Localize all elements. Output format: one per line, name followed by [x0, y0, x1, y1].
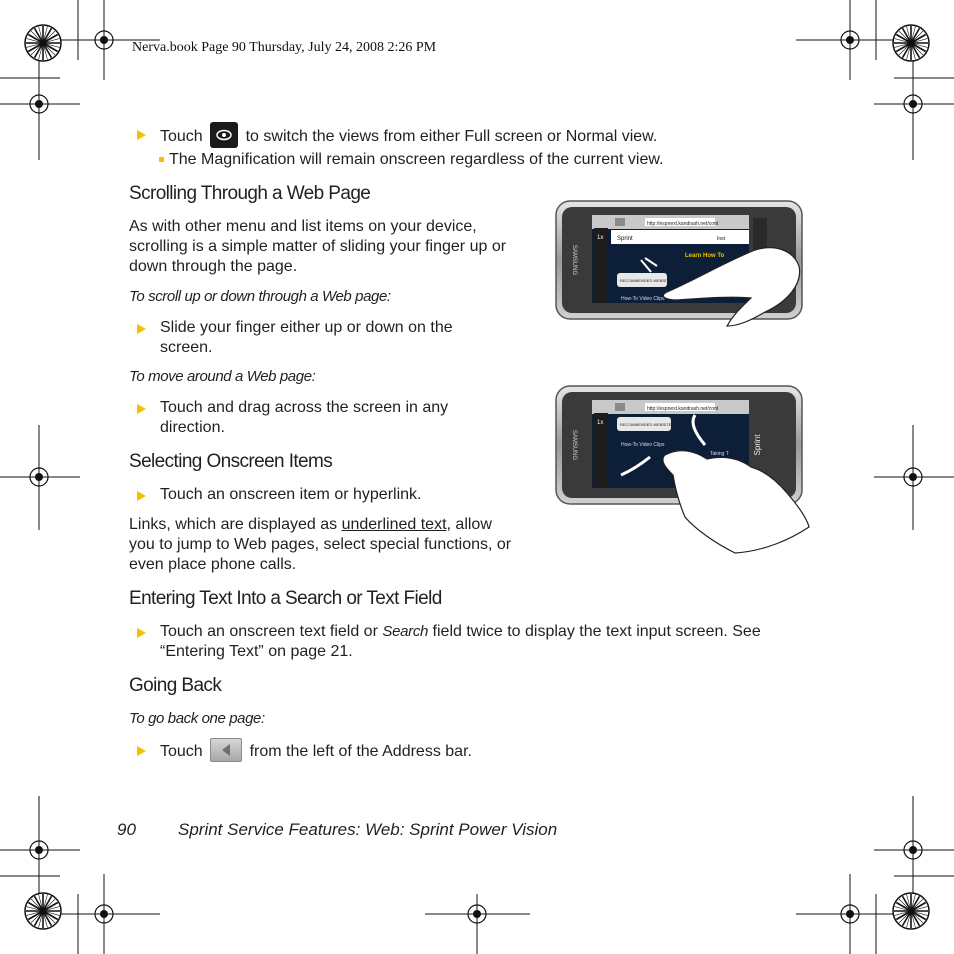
magnify-description: to switch the views from either Full screen or Normal view.	[245, 128, 658, 146]
bullet-marker	[137, 404, 146, 414]
step-entering	[160, 622, 800, 662]
touch-label: Touch	[160, 743, 203, 761]
phone-scroll-illustration	[555, 200, 805, 330]
phone-brand: SAMSUNG	[571, 429, 577, 461]
procedure-move: To move around a Web page:	[129, 368, 316, 385]
video-link: How-To Video Clips	[621, 296, 665, 302]
phone-brand: SAMSUNG	[571, 244, 577, 276]
zoom-label: 1x	[597, 420, 604, 426]
note-marker	[159, 157, 164, 162]
section-heading-scrolling: Scrolling Through a Web Page	[129, 183, 371, 204]
section-heading-going-back: Going Back	[129, 675, 222, 696]
bullet-marker	[137, 746, 146, 756]
back-description: from the left of the Address bar.	[249, 743, 472, 761]
links-text-end: , allow you to jump to Web pages, select special functions, or even place phone calls.	[129, 516, 512, 573]
section-heading-selecting: Selecting Onscreen Items	[129, 451, 333, 472]
running-head: Nerva.book Page 90 Thursday, July 24, 2008 2:26 PM	[132, 40, 437, 55]
phone-drag-illustration	[555, 385, 815, 555]
magnify-instruction	[160, 124, 657, 150]
phone-logo: Sprint	[753, 434, 762, 456]
recommended-label: RECOMMENDED WEBSITES	[620, 278, 675, 283]
back-button-mini	[615, 403, 625, 411]
bullet-marker	[137, 130, 146, 140]
taking-link: Taking T	[710, 451, 729, 457]
step-select: Touch an onscreen item or hyperlink.	[160, 486, 422, 503]
back-arrow-icon	[210, 738, 242, 762]
bullet-marker	[137, 628, 146, 638]
entering-text-start: Touch an onscreen text field or	[160, 623, 383, 640]
back-instruction	[160, 740, 472, 764]
scrolling-paragraph: As with other menu and list items on your device, scrolling is a simple matter of sliding your finger up or down through the page.	[129, 218, 507, 275]
links-paragraph	[129, 515, 519, 575]
video-link: How-To Video Clips	[621, 442, 665, 448]
footer-section-title: Sprint Service Features: Web: Sprint Power Vision	[178, 820, 558, 839]
recommended-label: RECOMMENDED WEBSITES	[620, 422, 675, 427]
bullet-marker	[137, 491, 146, 501]
zoom-label: 1x	[597, 235, 604, 241]
magnify-eye-icon	[210, 122, 238, 148]
url-text: http://espnext.kandrash.net/cont	[647, 221, 719, 227]
step-scroll: Slide your finger either up or down on the screen.	[160, 319, 453, 356]
step-move: Touch and drag across the screen in any direction.	[160, 399, 449, 436]
search-keyword: Search	[382, 623, 429, 640]
page-number: 90	[117, 820, 136, 839]
magnify-note: The Magnification will remain onscreen regardless of the current view.	[169, 151, 664, 168]
site-logo: Sprint	[617, 236, 633, 242]
site-title: Learn How To	[685, 253, 725, 259]
procedure-scroll: To scroll up or down through a Web page:	[129, 288, 391, 305]
back-button-mini	[615, 218, 625, 226]
section-heading-entering: Entering Text Into a Search or Text Field	[129, 588, 442, 609]
site-side-text: Inst	[717, 236, 726, 242]
links-text-start: Links, which are displayed as	[129, 516, 342, 533]
touch-label: Touch	[160, 128, 203, 146]
underlined-text-example: underlined text	[341, 516, 447, 533]
url-text: http://espnext.kandrash.net/cont	[647, 406, 719, 412]
procedure-back: To go back one page:	[129, 710, 265, 727]
entering-text-end: field twice to display the text input screen. See “Entering Text” on page 21.	[160, 623, 761, 660]
bullet-marker	[137, 324, 146, 334]
